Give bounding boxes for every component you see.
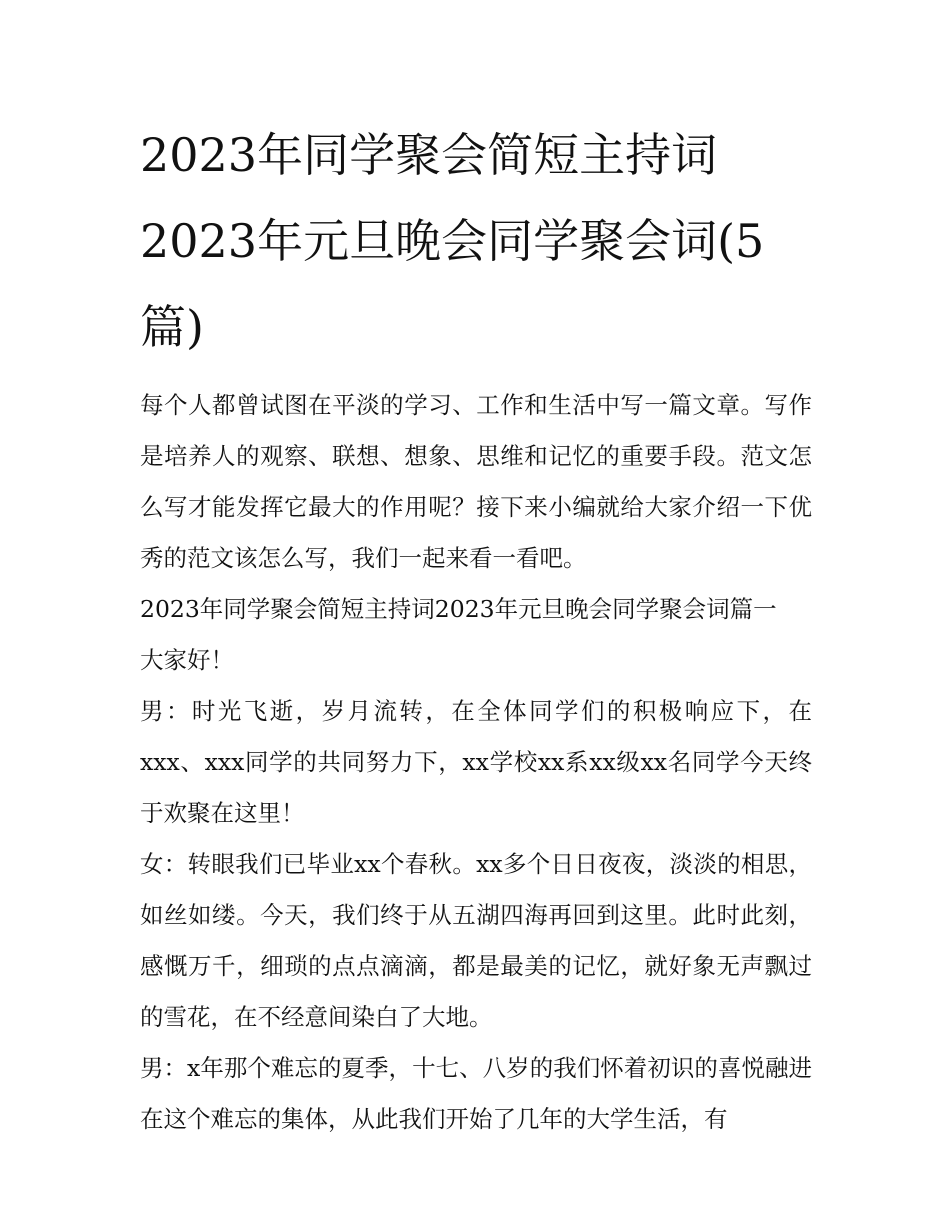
dialogue-paragraph: 男：时光飞逝，岁月流转，在全体同学们的积极响应下，在xxx、xxx同学的共同努力下，xx学校xx系xx级xx名同学今天终于欢聚在这里！ [140,697,812,827]
section-heading: 2023年同学聚会简短主持词2023年元旦晚会同学聚会词篇一 [140,595,777,623]
intro-paragraph: 每个人都曾试图在平淡的学习、工作和生活中写一篇文章。写作是培养人的观察、联想、想象、思维和记忆的重要手段。范文怎么写才能发挥它最大的作用呢？接下来小编就给大家介绍一下优秀的范文该怎么写，我们一起来看一看吧。 [140,391,812,572]
document-title: 2023年同学聚会简短主持词2023年元旦晚会同学聚会词(5篇) [140,128,765,354]
dialogue-paragraph: 女：转眼我们已毕业xx个春秋。xx多个日日夜夜，淡淡的相思，如丝如缕。今天，我们终于从五湖四海再回到这里。此时此刻，感慨万千，细琐的点点滴滴，都是最美的记忆，就好象无声飘过的雪花，在不经意间染白了大地。 [140,850,812,1031]
dialogue-paragraph: 男：x年那个难忘的夏季，十七、八岁的我们怀着初识的喜悦融进在这个难忘的集体，从此我们开始了几年的大学生活，有 [140,1054,812,1133]
document-page [140,112,812,1145]
greeting-paragraph: 大家好！ [140,646,234,674]
